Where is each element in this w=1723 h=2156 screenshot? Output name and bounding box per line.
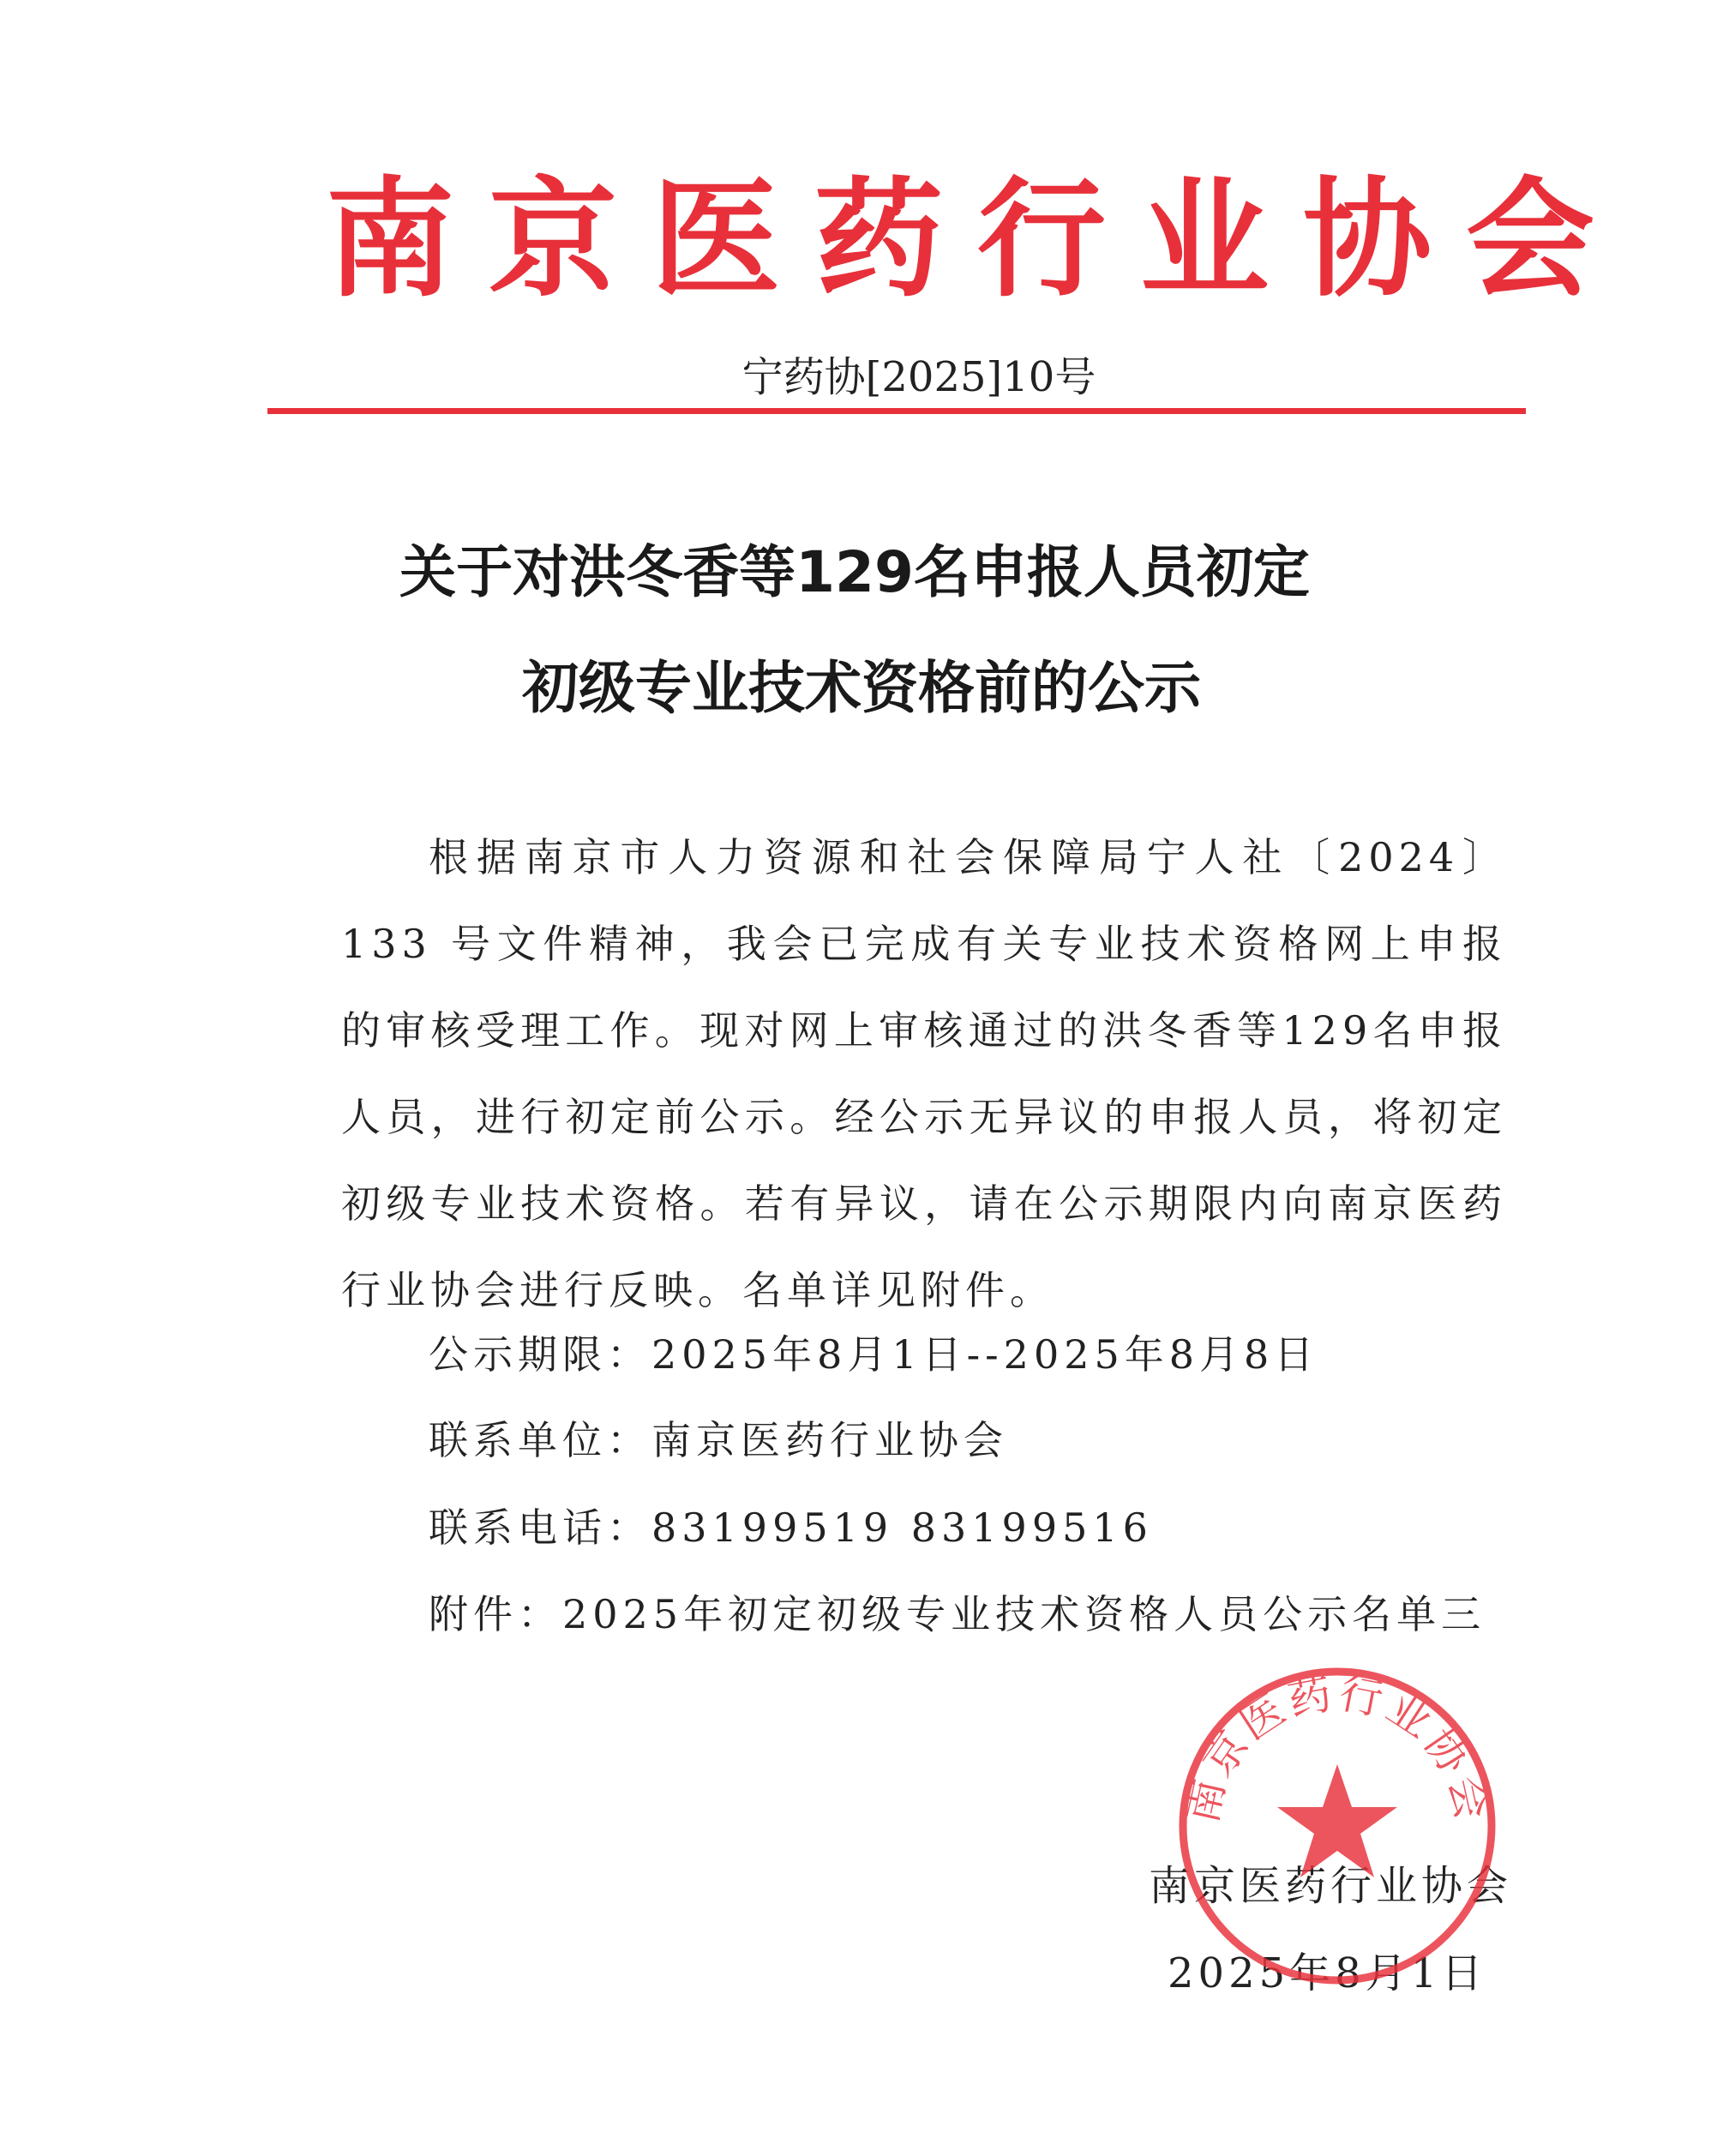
body-paragraph: 根据南京市人力资源和社会保障局宁人社〔2024〕133 号文件精神，我会已完成有关专业技术资格网上申报的审核受理工作。现对网上审核通过的洪冬香等129名申报人员，进行初定前公示。经公示无异议的申报人员，将初定初级专业技术资格。若有异议，请在公示期限内向南京医药行业协会进行反映。名单详见附件。	[341, 834, 1507, 1313]
notice-title-line-1: 关于对洪冬香等129名申报人员初定	[399, 539, 1310, 605]
red-divider-line	[267, 408, 1526, 414]
document-number: 宁药协[2025]10号	[741, 353, 1096, 401]
notice-title	[0, 514, 1723, 746]
letterhead-title: 南京医药行业协会	[326, 165, 1630, 315]
signature-date: 2025年8月1日	[1168, 1949, 1487, 1997]
seal-star-icon	[1277, 1764, 1397, 1877]
notice-title-line-2: 初级专业技术资格前的公示	[522, 655, 1201, 721]
publicity-period: 公示期限：2025年8月1日--2025年8月8日	[429, 1331, 1319, 1378]
attachment-line: 附件：2025年初定初级专业技术资格人员公示名单三	[429, 1591, 1486, 1637]
contact-phone: 联系电话：83199519 83199516	[429, 1504, 1153, 1551]
signature-org: 南京医药行业协会	[1149, 1862, 1513, 1910]
official-seal-stamp	[1174, 1663, 1500, 1989]
seal-text-path: 南京医药行业协会	[1176, 1667, 1498, 1828]
contact-unit: 联系单位：南京医药行业协会	[429, 1417, 1008, 1463]
